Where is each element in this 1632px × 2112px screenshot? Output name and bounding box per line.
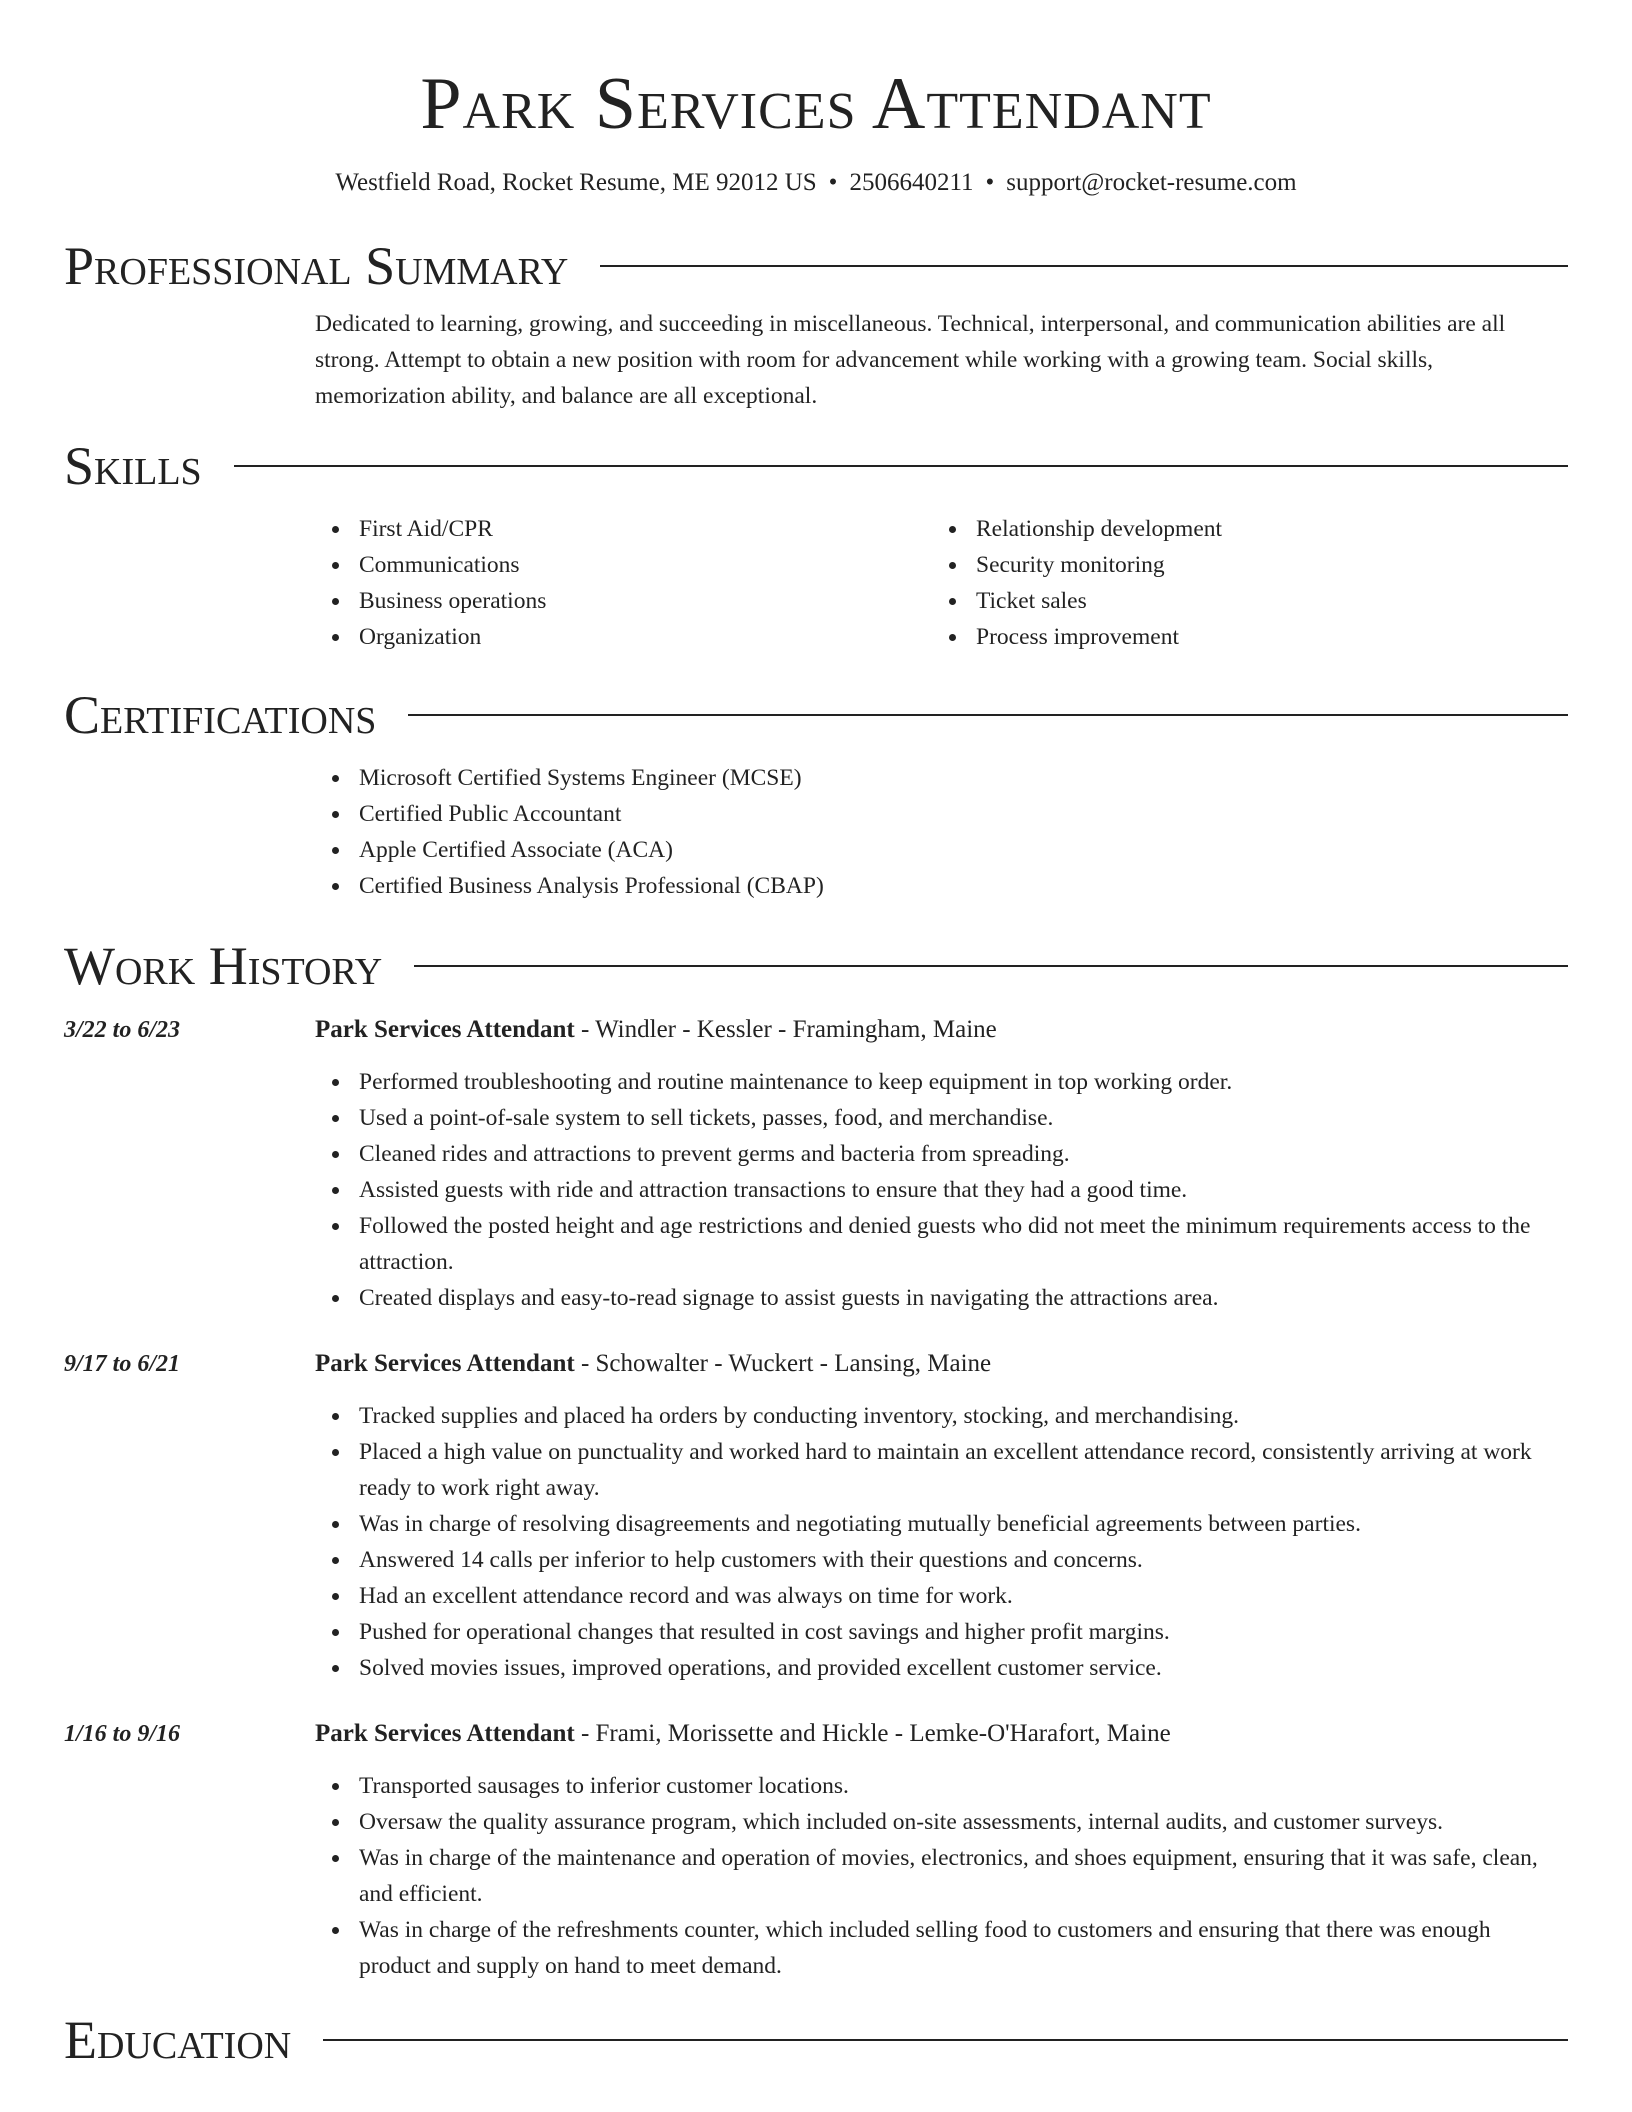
job-content bbox=[315, 1012, 1568, 1316]
job-entry bbox=[64, 1716, 1568, 1984]
job-title: Park Services Attendant bbox=[315, 1016, 575, 1043]
job-employer-location: - Schowalter - Wuckert - Lansing, Maine bbox=[574, 1350, 992, 1377]
section-header bbox=[64, 234, 1568, 298]
contact-phone: 2506640211 bbox=[849, 169, 974, 196]
job-title: Park Services Attendant bbox=[315, 1350, 575, 1377]
summary-text: Dedicated to learning, growing, and succeeding in miscellaneous. Technical, interpersonal, and communication abilities are all strong. Attempt to obtain a new position with room for advancement while working with a growing team. Social skills, memorization ability, and balance are all exceptional. bbox=[315, 311, 1506, 409]
job-duty: Transported sausages to inferior customer locations. bbox=[359, 1768, 1568, 1804]
job-title: Park Services Attendant bbox=[315, 1720, 575, 1747]
skills-section bbox=[64, 434, 1568, 655]
job-duty: Placed a high value on punctuality and worked hard to maintain an excellent attendance record, consistently arriving at work ready to work right away. bbox=[359, 1434, 1568, 1506]
job-duty: Solved movies issues, improved operations, and provided excellent customer service. bbox=[359, 1650, 1568, 1686]
job-duty: Was in charge of resolving disagreements and negotiating mutually beneficial agreements between parties. bbox=[359, 1506, 1568, 1542]
skill-item: Process improvement bbox=[976, 619, 1549, 655]
certifications-list bbox=[315, 760, 1568, 904]
job-duty: Was in charge of the maintenance and operation of movies, electronics, and shoes equipment, ensuring that it was safe, clean, and efficient. bbox=[359, 1840, 1568, 1912]
job-content bbox=[315, 1346, 1568, 1686]
summary-body bbox=[315, 306, 1568, 414]
job-employer-location: - Frami, Morissette and Hickle - Lemke-O'Harafort, Maine bbox=[574, 1720, 1171, 1747]
skills-column-right bbox=[932, 511, 1549, 655]
job-entry bbox=[64, 1346, 1568, 1686]
section-header bbox=[64, 683, 1568, 747]
section-divider bbox=[600, 265, 1568, 267]
skill-item: Organization bbox=[359, 619, 932, 655]
contact-address: Westfield Road, Rocket Resume, ME 92012 US bbox=[335, 169, 817, 196]
job-duty: Was in charge of the refreshments counter, which included selling food to customers and ensuring that there was enough product and supply on hand to meet demand. bbox=[359, 1912, 1568, 1984]
skills-column-left bbox=[315, 511, 932, 655]
skills-list-left bbox=[315, 511, 932, 655]
job-heading bbox=[315, 1346, 1568, 1382]
section-divider bbox=[408, 714, 1568, 716]
job-content bbox=[315, 1716, 1568, 1984]
job-duties-list bbox=[315, 1398, 1568, 1686]
section-header bbox=[64, 934, 1568, 998]
job-entry bbox=[64, 1012, 1568, 1316]
section-title-work-history: Work History bbox=[64, 936, 383, 996]
skill-item: Security monitoring bbox=[976, 547, 1549, 583]
certification-item: Certified Business Analysis Professional (CBAP) bbox=[359, 868, 1568, 904]
certifications-section bbox=[64, 683, 1568, 904]
job-employer-location: - Windler - Kessler - Framingham, Maine bbox=[574, 1016, 997, 1043]
certification-item: Apple Certified Associate (ACA) bbox=[359, 832, 1568, 868]
section-divider bbox=[323, 2039, 1568, 2041]
section-divider bbox=[234, 465, 1568, 467]
skill-item: Business operations bbox=[359, 583, 932, 619]
job-duties-list bbox=[315, 1768, 1568, 1984]
section-title-certifications: Certifications bbox=[64, 685, 377, 745]
skills-list-right bbox=[932, 511, 1549, 655]
job-dates: 3/22 to 6/23 bbox=[64, 1017, 181, 1043]
candidate-name: Park Services Attendant bbox=[420, 63, 1212, 145]
work-history-section bbox=[64, 934, 1568, 1984]
skill-item: First Aid/CPR bbox=[359, 511, 932, 547]
job-duty: Cleaned rides and attractions to prevent germs and bacteria from spreading. bbox=[359, 1136, 1568, 1172]
section-header bbox=[64, 434, 1568, 498]
section-header bbox=[64, 2008, 1568, 2072]
job-duty: Tracked supplies and placed ha orders by conducting inventory, stocking, and merchandising. bbox=[359, 1398, 1568, 1434]
contact-separator: • bbox=[828, 169, 838, 196]
education-section bbox=[64, 2008, 1568, 2072]
section-title-summary: Professional Summary bbox=[64, 236, 569, 296]
job-duties-list bbox=[315, 1064, 1568, 1316]
job-duty: Pushed for operational changes that resulted in cost savings and higher profit margins. bbox=[359, 1614, 1568, 1650]
skills-body bbox=[315, 511, 1568, 655]
skill-item: Ticket sales bbox=[976, 583, 1549, 619]
job-duty: Used a point-of-sale system to sell tickets, passes, food, and merchandise. bbox=[359, 1100, 1568, 1136]
section-divider bbox=[414, 965, 1568, 967]
certifications-body bbox=[315, 760, 1568, 904]
certification-item: Microsoft Certified Systems Engineer (MCSE) bbox=[359, 760, 1568, 796]
job-duty: Answered 14 calls per inferior to help customers with their questions and concerns. bbox=[359, 1542, 1568, 1578]
job-duty: Oversaw the quality assurance program, which included on-site assessments, internal audits, and customer surveys. bbox=[359, 1804, 1568, 1840]
job-duty: Had an excellent attendance record and was always on time for work. bbox=[359, 1578, 1568, 1614]
contact-separator: • bbox=[985, 169, 995, 196]
section-title-education: Education bbox=[64, 2010, 292, 2070]
job-heading bbox=[315, 1716, 1568, 1752]
job-dates: 1/16 to 9/16 bbox=[64, 1721, 181, 1747]
contact-email[interactable]: support@rocket-resume.com bbox=[1006, 169, 1297, 196]
job-heading bbox=[315, 1012, 1568, 1048]
contact-line bbox=[64, 166, 1568, 200]
job-duty: Assisted guests with ride and attraction transactions to ensure that they had a good time. bbox=[359, 1172, 1568, 1208]
job-duty: Performed troubleshooting and routine maintenance to keep equipment in top working order. bbox=[359, 1064, 1568, 1100]
job-dates: 9/17 to 6/21 bbox=[64, 1351, 181, 1377]
section-title-skills: Skills bbox=[64, 436, 202, 496]
job-duty: Followed the posted height and age restrictions and denied guests who did not meet the minimum requirements access to the attraction. bbox=[359, 1208, 1568, 1280]
skill-item: Relationship development bbox=[976, 511, 1549, 547]
skill-item: Communications bbox=[359, 547, 932, 583]
certification-item: Certified Public Accountant bbox=[359, 796, 1568, 832]
summary-section bbox=[64, 234, 1568, 414]
job-duty: Created displays and easy-to-read signage to assist guests in navigating the attractions area. bbox=[359, 1280, 1568, 1316]
